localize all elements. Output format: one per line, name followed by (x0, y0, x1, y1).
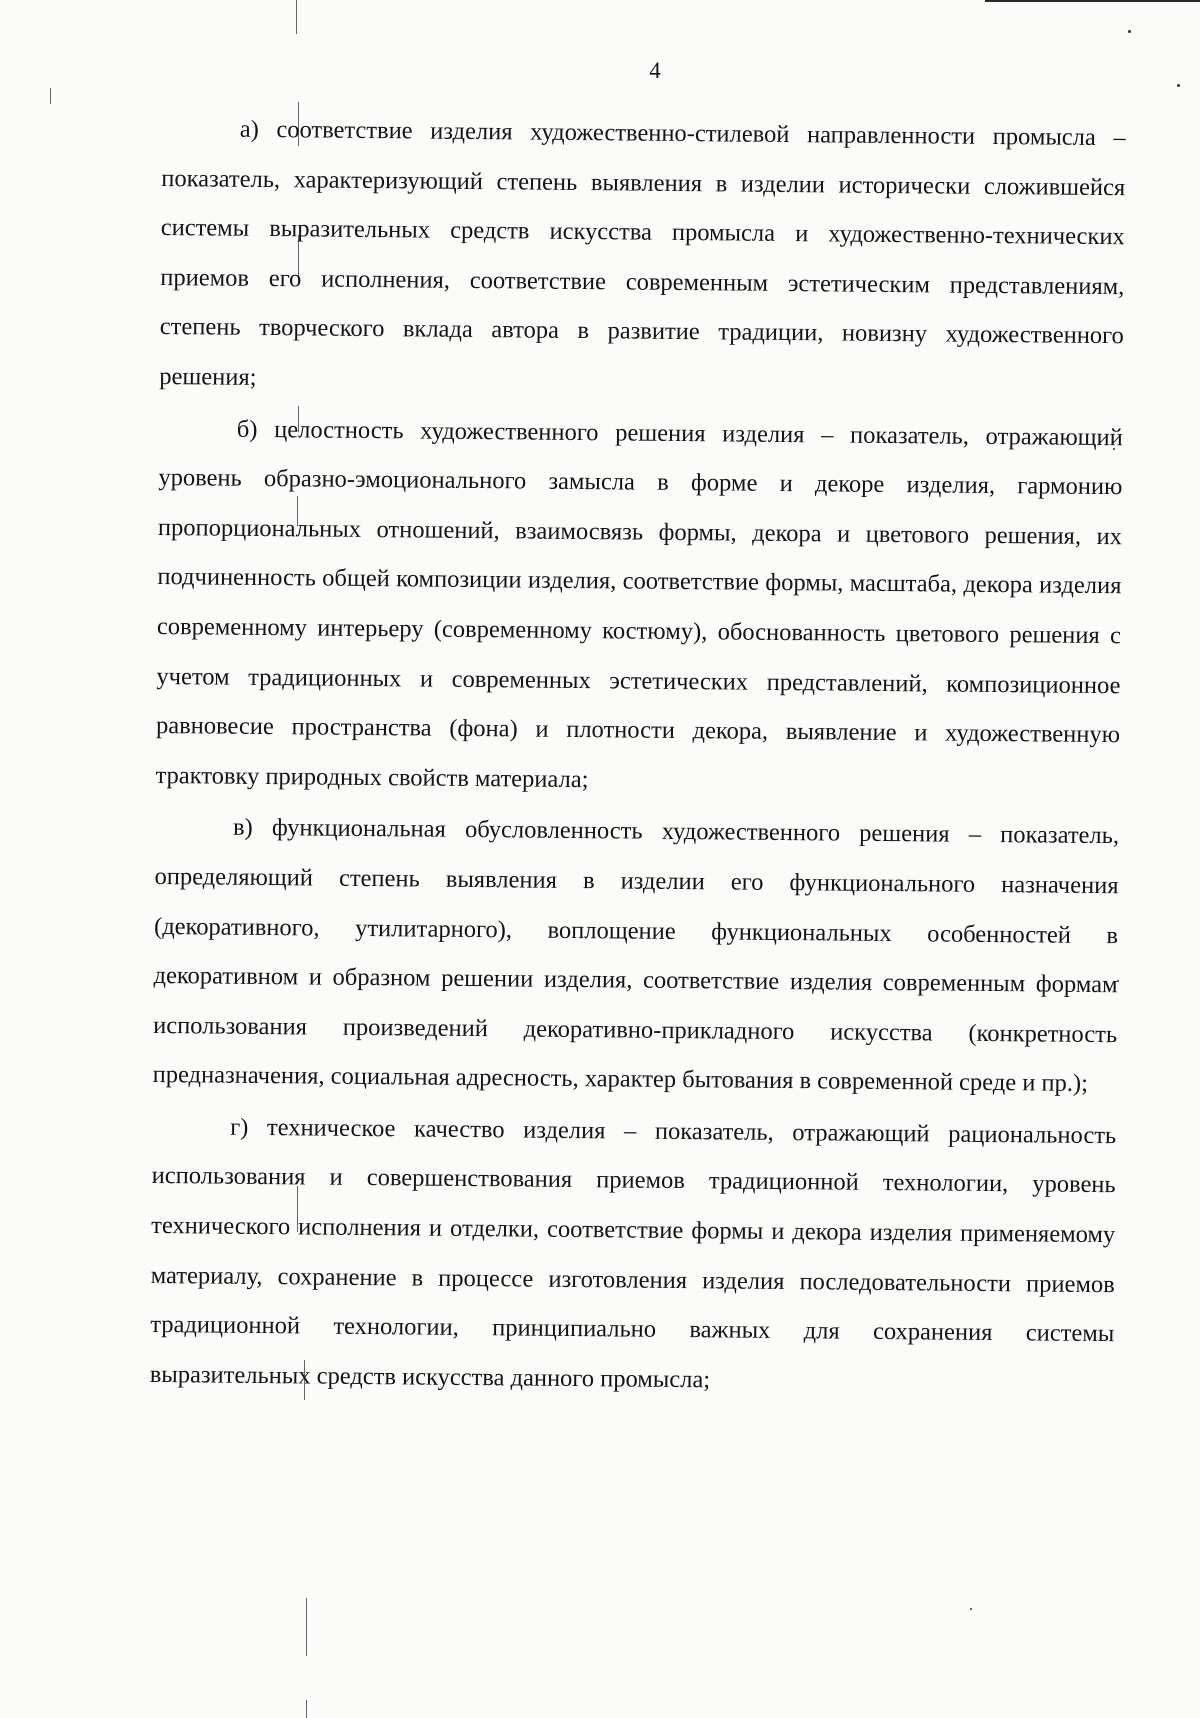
scan-speck (1177, 84, 1180, 87)
paragraph-g: г) техническое качество изделия – показатель, отражающий рациональность использования и совершенствования приемов традиционной технологии, уровень технического исполнения и отделки, соответствие формы и декора изделия применяемому материалу, сохранение в процессе изготовления изделия последовательности приемов традиционной технологии, принципиально важных для сохранения системы выразительных средств искусства данного промысла; (149, 1113, 1117, 1394)
paragraph-v: в) функциональная обусловленность художественного решения – показатель, определяющий степень выявления в изделии его функционального назначения (декоративного, утилитарного), воплощение функциональных особенностей в декоративном и образном решении изделия, соответствие изделия современным формам использования произведений декоративно-прикладного искусства (конкретность предназначения, социальная адресность, характер бытования в современной среде и пр.); (152, 814, 1120, 1098)
paragraph-a: а) соответствие изделия художественно-стилевой направленности промысла – показатель, характеризующий степень выявления в изделии исторически сложившейся системы выразительных средств искусства промысла и художественно-технических приемов его исполнения, соответствие современным эстетическим представлениям, степень творческого вклада автора в развитие традиции, новизну художественного решения; (159, 115, 1126, 391)
scan-artifact (306, 1598, 307, 1656)
scan-speck (1128, 30, 1131, 33)
paragraph-b: б) целостность художественного решения изделия – показатель, отражающий уровень образно-эмоционального замысла в форме и декоре изделия, гармонию пропорциональных отношений, взаимосвязь формы, декора и цветового решения, их подчиненность общей композиции изделия, соответствие формы, масштаба, декора изделия современному интерьеру (современному костюму), обоснованность цветового решения с учетом традиционных и современных эстетических представлений, композиционное равновесие пространства (фона) и плотности декора, выявление и художественную трактовку природных свойств материала; (155, 415, 1123, 793)
scan-edge-line (985, 0, 1200, 2)
scan-artifact (296, 0, 297, 34)
body-text (150, 104, 1126, 1411)
scan-speck (970, 1608, 972, 1610)
scan-artifact (50, 88, 51, 104)
page-number: 4 (649, 58, 661, 83)
scan-artifact (306, 1700, 307, 1718)
